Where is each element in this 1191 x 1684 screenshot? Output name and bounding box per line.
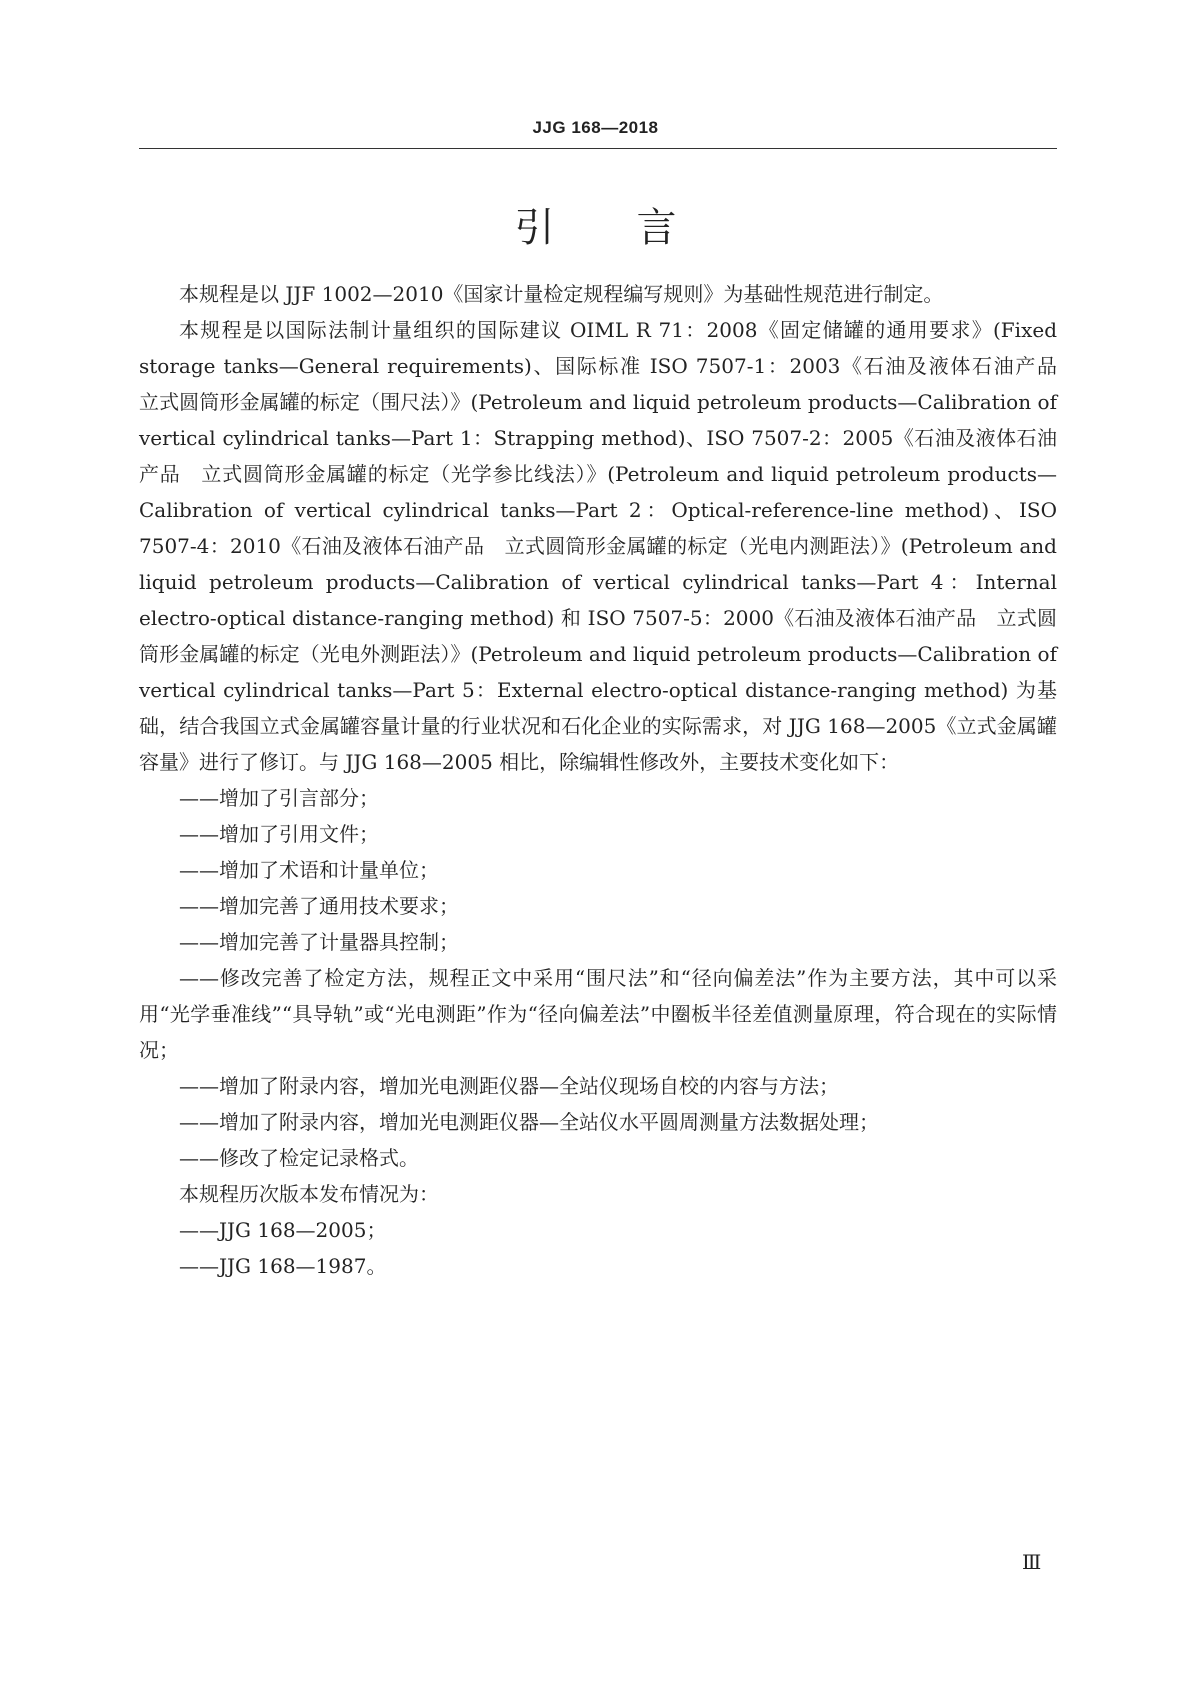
change-item-method: ——修改完善了检定方法，规程正文中采用“围尺法”和“径向偏差法”作为主要方法，其中可以采用“光学垂准线”“具导轨”或“光电测距”作为“径向偏差法”中圈板半径差值测量原理，符合现在的实际情况；	[139, 966, 1057, 1062]
change-item: ——增加完善了计量器具控制；	[179, 930, 459, 954]
change-item: ——增加了术语和计量单位；	[179, 858, 439, 882]
title-char-1: 引	[514, 205, 555, 251]
introduction-body	[139, 276, 1077, 1284]
title-char-2: 言	[636, 205, 677, 251]
document-code-header: JJG 168—2018	[532, 118, 659, 137]
paragraph-references: 本规程是以国际法制计量组织的国际建议 OIML R 71：2008《固定储罐的通用要求》(Fixed storage tanks—General requirements)、国际标准 ISO 7507-1：2003《石油及液体石油产品 立式圆筒形金属罐的标定（围尺法）》(Petroleum and liquid petroleum products—Calibration of vertical cylindrical tanks—Part 1：Strapping method)、ISO 7507-2：2005《石油及液体石油产品 立式圆筒形金属罐的标定（光学参比线法）》(Petroleum and liquid petroleum products—Calibration of vertical cylindrical tanks—Part 2：Optical-reference-line method)、ISO 7507-4：2010《石油及液体石油产品 立式圆筒形金属罐的标定（光电内测距法）》(Petroleum and liquid petroleum products—Calibration of vertical cylindrical tanks—Part 4：Internal electro-optical distance-ranging method) 和 ISO 7507-5：2000《石油及液体石油产品 立式圆筒形金属罐的标定（光电外测距法）》(Petroleum and liquid petroleum products—Calibration of vertical cylindrical tanks—Part 5：External electro-optical distance-ranging method) 为基础，结合我国立式金属罐容量计量的行业状况和石化企业的实际需求，对 JJG 168—2005《立式金属罐容量》进行了修订。与 JJG 168—2005 相比，除编辑性修改外，主要技术变化如下：	[139, 318, 1077, 774]
history-intro: 本规程历次版本发布情况为：	[179, 1182, 439, 1206]
change-item: ——增加完善了通用技术要求；	[179, 894, 459, 918]
page-number: Ⅲ	[1022, 1550, 1042, 1574]
change-item: ——增加了附录内容，增加光电测距仪器—全站仪现场自校的内容与方法；	[179, 1074, 839, 1098]
header-rule	[139, 148, 1057, 149]
page-title	[0, 196, 1191, 253]
change-item: ——增加了附录内容，增加光电测距仪器—全站仪水平圆周测量方法数据处理；	[179, 1110, 879, 1134]
change-item: ——修改了检定记录格式。	[179, 1146, 419, 1170]
paragraph-basis: 本规程是以 JJF 1002—2010《国家计量检定规程编写规则》为基础性规范进行制定。	[179, 282, 944, 306]
change-item: ——增加了引用文件；	[179, 822, 379, 846]
history-item: ——JJG 168—1987。	[179, 1254, 387, 1278]
history-item: ——JJG 168—2005；	[179, 1218, 387, 1242]
change-item: ——增加了引言部分；	[179, 786, 379, 810]
